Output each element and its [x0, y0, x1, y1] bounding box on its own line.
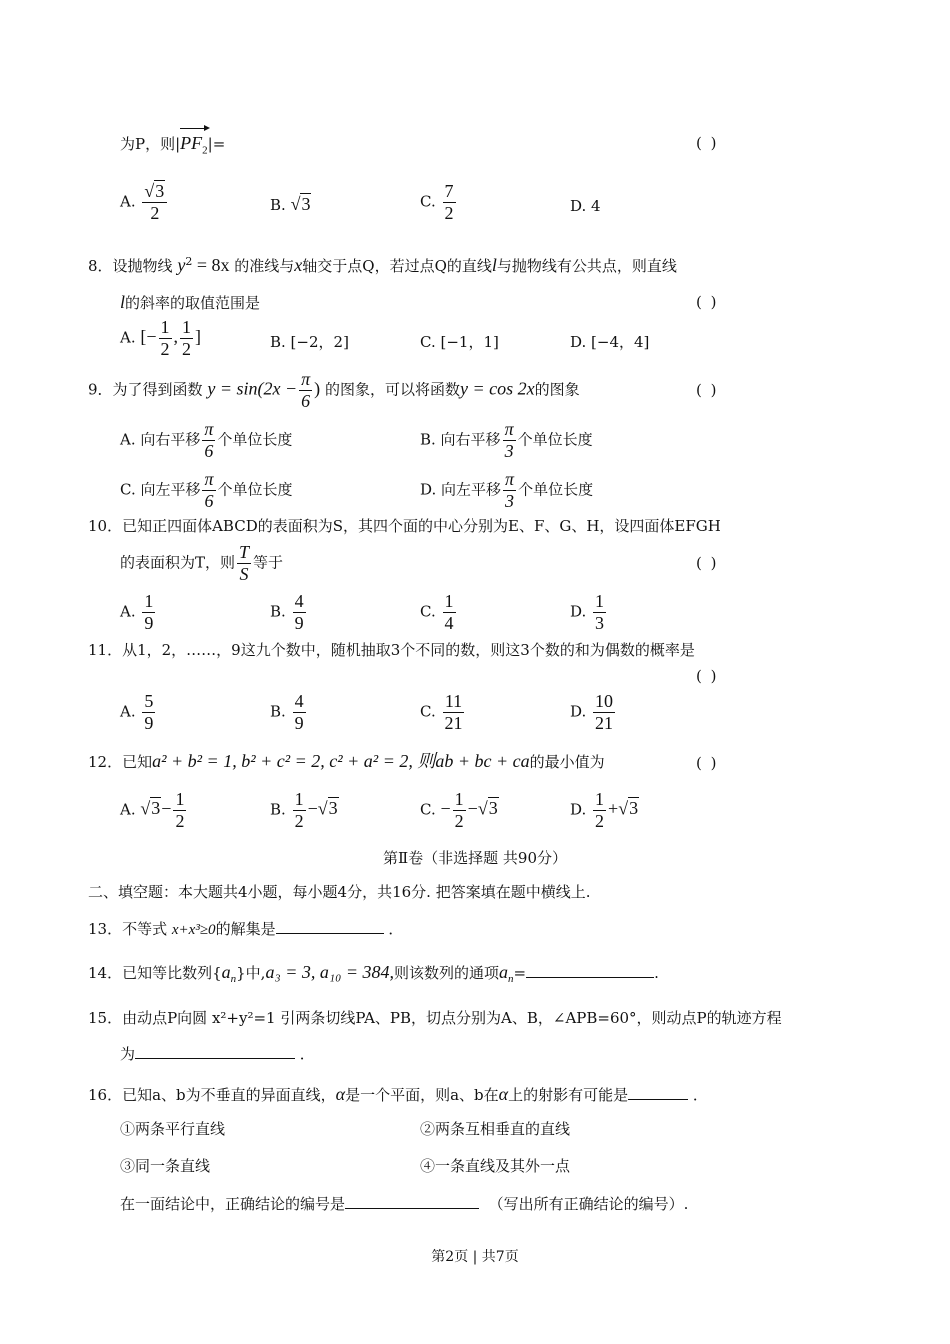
q15-number: 15．: [88, 1009, 123, 1027]
q7-stem: [120, 134, 225, 157]
q8-a-comma: ,: [173, 326, 179, 347]
q14-an-sub: n: [230, 973, 237, 985]
q8-option-d: D. [−4，4]: [570, 333, 650, 351]
q8-a-n2: 1: [182, 317, 192, 337]
q16-option-2: ②两条互相垂直的直线: [420, 1120, 571, 1138]
q7-b-label: B.: [270, 196, 286, 214]
q10-stem: [88, 519, 721, 534]
q15-answer-blank[interactable]: [135, 1056, 295, 1059]
q10-a-frac: [142, 592, 155, 633]
q8-a-d2: 2: [182, 338, 192, 359]
q9-func1-frac: [299, 370, 312, 411]
q12-option-d: D. $\frac{1}{2}$ +√3: [570, 789, 639, 831]
section-heading: 第Ⅱ卷（非选择题 共90分）: [382, 849, 568, 867]
q10-a-label: A.: [120, 602, 136, 621]
q9-text-2: 的图象，可以将函数: [324, 380, 460, 399]
q7-c-den: 2: [444, 202, 454, 223]
q10-option-b: [270, 592, 308, 633]
q10-c-den: 4: [444, 612, 454, 633]
q16-text-1: 已知a、b为不垂直的异面直线，: [122, 1086, 336, 1104]
q8-stem-line2: [120, 293, 260, 311]
q15-stem-line2: [120, 1047, 315, 1062]
q16-option-3: ③同一条直线: [120, 1157, 211, 1175]
q16-last-line: [120, 1197, 688, 1212]
q12-b-den: 2: [294, 810, 304, 831]
q12-option-a: A. √3− $\frac{1}{2}$: [120, 789, 185, 831]
q10-number: 10．: [88, 517, 123, 535]
q9-c-pre: C. 向左平移: [120, 480, 201, 499]
q11-d-num: 10: [595, 691, 614, 711]
q12-b-num: 1: [294, 789, 304, 809]
q7-c-num: 7: [444, 181, 454, 201]
q11-a-frac: [142, 692, 155, 733]
q10-text-1: 已知正四面体ABCD的表面积为S，其四个面的中心分别为E、F、G、H，设四面体EFGH: [122, 517, 721, 535]
q16-last-a: 在一面结论中，正确结论的编号是: [120, 1195, 346, 1213]
q15-text-2: 为: [120, 1045, 136, 1063]
q9-func1-a: y = sin(2x −: [207, 378, 298, 399]
q15-end: ．: [299, 1045, 315, 1063]
q7-vector: [180, 134, 208, 157]
q11-b-label: B.: [270, 702, 286, 721]
q11-b-frac: [293, 692, 306, 733]
q14-answer-blank[interactable]: [526, 975, 654, 978]
q8-eq-rest: = 8x: [192, 255, 230, 275]
q10-d-label: D.: [570, 602, 587, 621]
q10-c-num: 1: [444, 591, 454, 611]
q8-a-frac1: [159, 318, 172, 359]
q14-formula: a₃ = 3, a₁₀ = 384,: [265, 962, 395, 982]
q14-stem: [88, 963, 659, 985]
q12-text-2: 的最小值为: [529, 753, 605, 771]
q9-text-1: 为了得到函数: [112, 380, 203, 399]
q9-d-frac: [503, 470, 516, 511]
q12-c-op: −: [467, 798, 478, 819]
q16-text-3: 上的射影有可能是: [508, 1086, 629, 1104]
q7-vector-sub: 2: [202, 144, 208, 157]
q16-alpha: α: [335, 1084, 346, 1104]
q8-text-4: 与抛物线有公共点，则直线: [496, 257, 677, 275]
q9-a-frac: [202, 420, 215, 461]
q10-d-num: 1: [595, 591, 605, 611]
q11-d-frac: [593, 692, 615, 733]
q8-number: 8．: [88, 257, 113, 275]
q12-c-den: 2: [454, 810, 464, 831]
q16-alpha2: α: [498, 1084, 509, 1104]
q11-b-num: 4: [294, 691, 304, 711]
q9-option-a: [120, 420, 292, 461]
q11-option-a: [120, 692, 157, 733]
q11-c-frac: [443, 692, 465, 733]
q12-a-label: A.: [120, 800, 136, 819]
q15-stem: [88, 1011, 782, 1026]
q9-a-den: 6: [204, 440, 214, 461]
q16-answer-blank[interactable]: [628, 1097, 688, 1100]
q16-end: ．: [692, 1086, 708, 1104]
q7-tail: |=: [207, 135, 226, 153]
q10-answer-paren: ( ): [696, 554, 719, 572]
q9-func1-num: π: [301, 369, 311, 389]
q8-stem: [88, 256, 677, 274]
q8-a-close: ]: [195, 326, 202, 347]
q10-b-den: 9: [294, 612, 304, 633]
q13-end: ．: [388, 920, 404, 938]
q9-c-frac: [202, 470, 215, 511]
q12-a-frac: [173, 790, 186, 831]
q14-text-2: }中,: [236, 964, 266, 982]
q14-text-1: 已知等比数列{: [122, 964, 222, 982]
q10-ts-num: T: [239, 542, 250, 562]
q9-b-pre: B. 向右平移: [420, 430, 501, 449]
q7-a-den: 2: [150, 202, 160, 223]
q9-option-b: [420, 420, 593, 461]
q7-vector-main: PF: [180, 133, 203, 153]
q9-func1-b: ): [314, 378, 321, 399]
q14-number: 14．: [88, 964, 123, 982]
q13-number: 13．: [88, 920, 123, 938]
q12-formula: a² + b² = 1, b² + c² = 2, c² + a² = 2, 则ab + bc + ca: [152, 751, 530, 771]
q10-text-3: 等于: [253, 553, 284, 572]
q11-a-den: 9: [144, 712, 154, 733]
q7-a-frac: $\frac{√3}{2}$: [142, 182, 167, 223]
q13-text-1: 不等式: [122, 920, 168, 938]
q11-option-b: [270, 692, 308, 733]
q9-c-den: 6: [204, 490, 214, 511]
q9-c-post: 个单位长度: [217, 480, 293, 499]
q9-number: 9．: [88, 380, 113, 399]
q16-final-blank[interactable]: [345, 1206, 479, 1209]
q12-b-frac: [293, 790, 306, 831]
q12-number: 12．: [88, 753, 123, 771]
q9-text-3: 的图象: [534, 380, 580, 399]
q8-text-2: 的准线与: [234, 257, 295, 275]
page-footer: 第2页 | 共7页: [431, 1249, 519, 1265]
q16-number: 16．: [88, 1086, 123, 1104]
q9-a-num: π: [204, 419, 214, 439]
q12-d-den: 2: [595, 810, 605, 831]
q8-option-b: B. [−2，2]: [270, 333, 349, 351]
q11-b-den: 9: [294, 712, 304, 733]
q8-answer-paren: ( ): [696, 293, 719, 311]
q10-b-num: 4: [294, 591, 304, 611]
q7-d-label: D.: [570, 197, 587, 215]
q12-d-op: +: [608, 798, 619, 819]
q12-text-1: 已知: [122, 753, 153, 771]
q10-ts-frac: [237, 543, 251, 584]
q14-an2-sub: n: [508, 973, 514, 985]
q12-a-den: 2: [175, 810, 185, 831]
q12-stem: [88, 752, 605, 770]
q8-text-1: 设抛物线: [112, 257, 173, 275]
q8-var-l: l: [491, 255, 497, 275]
q12-a-rad: 3: [151, 798, 161, 819]
q13-expr: x+x³≥0: [171, 922, 216, 938]
q9-b-den: 3: [504, 440, 514, 461]
q8-a-frac2: [180, 318, 193, 359]
q10-c-frac: [443, 592, 456, 633]
q12-b-label: B.: [270, 800, 286, 819]
q8-var-l2: l: [120, 292, 126, 312]
q14-an2: a: [499, 962, 509, 982]
q11-option-d: [570, 692, 617, 733]
q12-c-frac: [453, 790, 466, 831]
q10-c-label: C.: [420, 602, 436, 621]
q7-a-label: A.: [120, 192, 136, 211]
q7-option-d: [570, 197, 601, 215]
q11-a-num: 5: [144, 691, 154, 711]
q10-option-c: [420, 592, 458, 633]
q7-c-label: C.: [420, 192, 436, 211]
q12-b-rad: 3: [328, 798, 338, 819]
q12-c-rad: 3: [488, 798, 498, 819]
q8-a-n1: 1: [160, 317, 170, 337]
q10-a-den: 9: [144, 612, 154, 633]
q7-c-frac: [443, 182, 456, 223]
q7-d-value: 4: [591, 197, 601, 215]
q12-c-pre: −: [440, 798, 451, 819]
q12-d-label: D.: [570, 800, 587, 819]
q12-a-num: 1: [175, 789, 185, 809]
q9-func2: y = cos 2x: [459, 378, 535, 399]
q9-option-c: [120, 470, 293, 511]
q10-text-2: 的表面积为T，则: [120, 553, 236, 572]
q12-answer-paren: ( ): [696, 754, 719, 772]
q12-b-op: −: [307, 798, 318, 819]
q12-d-frac: [593, 790, 606, 831]
q9-stem: [88, 370, 580, 411]
q16-option-1: ①两条平行直线: [120, 1120, 226, 1138]
q7-option-a: [120, 182, 169, 223]
q11-d-den: 21: [595, 712, 614, 733]
q11-c-den: 21: [444, 712, 463, 733]
q16-last-b: （写出所有正确结论的编号）.: [488, 1195, 689, 1213]
q8-a-open: [−: [140, 326, 157, 347]
q10-a-num: 1: [144, 591, 154, 611]
q10-d-frac: [593, 592, 606, 633]
q9-b-frac: [503, 420, 516, 461]
q12-a-op: −: [161, 798, 172, 819]
q10-option-d: [570, 592, 608, 633]
q9-d-den: 3: [505, 490, 515, 511]
q7-answer-paren: ( ): [696, 134, 719, 152]
q16-text-2: 是一个平面，则a、b在: [345, 1086, 499, 1104]
q12-d-num: 1: [595, 789, 605, 809]
q10-d-den: 3: [595, 612, 605, 633]
section-intro: 二、填空题：本大题共4小题，每小题4分，共16分. 把答案填在题中横线上.: [88, 883, 591, 901]
q10-stem-line2: [120, 543, 283, 584]
q8-option-c: C. [−1，1]: [420, 333, 499, 351]
q7-option-b: B. √3: [270, 194, 311, 214]
q11-c-label: C.: [420, 702, 436, 721]
q10-ts-den: S: [239, 563, 249, 584]
q14-end: .: [654, 964, 659, 982]
q10-b-frac: [293, 592, 306, 633]
q10-b-label: B.: [270, 602, 286, 621]
q16-option-4: ④一条直线及其外一点: [420, 1157, 571, 1175]
q8-eq-exp: 2: [185, 255, 193, 268]
q13-text-2: 的解集是: [215, 920, 276, 938]
q7-option-c: [420, 182, 458, 223]
q12-c-label: C.: [420, 800, 436, 819]
q8-var-x: x: [294, 255, 303, 275]
q8-text-3: 轴交于点Q，若过点Q的直线: [302, 257, 492, 275]
q12-d-rad: 3: [629, 798, 639, 819]
q14-text-3: 则该数列的通项: [394, 964, 500, 982]
q9-answer-paren: ( ): [696, 381, 719, 399]
q7-text: 为P，则|: [120, 135, 181, 153]
q13-answer-blank[interactable]: [276, 931, 384, 934]
q9-a-pre: A. 向右平移: [120, 430, 201, 449]
q11-option-c: [420, 692, 467, 733]
q9-c-num: π: [204, 469, 214, 489]
q7-b-rad: 3: [301, 194, 311, 214]
q11-answer-paren: ( ): [696, 667, 719, 685]
q9-b-num: π: [504, 419, 514, 439]
q12-option-b: B. $\frac{1}{2}$ −√3: [270, 789, 338, 831]
q9-b-post: 个单位长度: [517, 430, 593, 449]
q8-eq-y: y: [177, 255, 186, 275]
q11-stem: [88, 643, 695, 658]
q13-stem: [88, 922, 403, 938]
q9-func1-den: 6: [301, 390, 311, 411]
q14-text-4: =: [513, 964, 527, 982]
q8-text-5: 的斜率的取值范围是: [125, 294, 261, 312]
q8-a-d1: 2: [160, 338, 170, 359]
q14-an: a: [221, 962, 231, 982]
q9-d-pre: D. 向左平移: [420, 480, 502, 499]
q11-number: 11．: [88, 641, 123, 659]
q12-c-num: 1: [454, 789, 464, 809]
q10-option-a: [120, 592, 157, 633]
q11-d-label: D.: [570, 702, 587, 721]
q9-d-num: π: [505, 469, 515, 489]
q16-stem: [88, 1085, 708, 1103]
q8-option-a: [120, 318, 201, 359]
q8-a-label: A.: [120, 328, 136, 347]
q11-a-label: A.: [120, 702, 136, 721]
q7-a-rad: 3: [155, 181, 165, 201]
q9-option-d: [420, 470, 593, 511]
q15-text-1: 由动点P向圆 x²+y²=1 引两条切线PA、PB，切点分别为A、B，∠APB=60°，则动点P的轨迹方程: [122, 1009, 782, 1027]
q11-c-num: 11: [444, 691, 463, 711]
q12-option-c: C. − $\frac{1}{2}$ −√3: [420, 789, 498, 831]
q11-text-1: 从1，2，……，9这九个数中，随机抽取3个不同的数，则这3个数的和为偶数的概率是: [122, 641, 695, 659]
q9-d-post: 个单位长度: [518, 480, 594, 499]
q9-a-post: 个单位长度: [217, 430, 293, 449]
